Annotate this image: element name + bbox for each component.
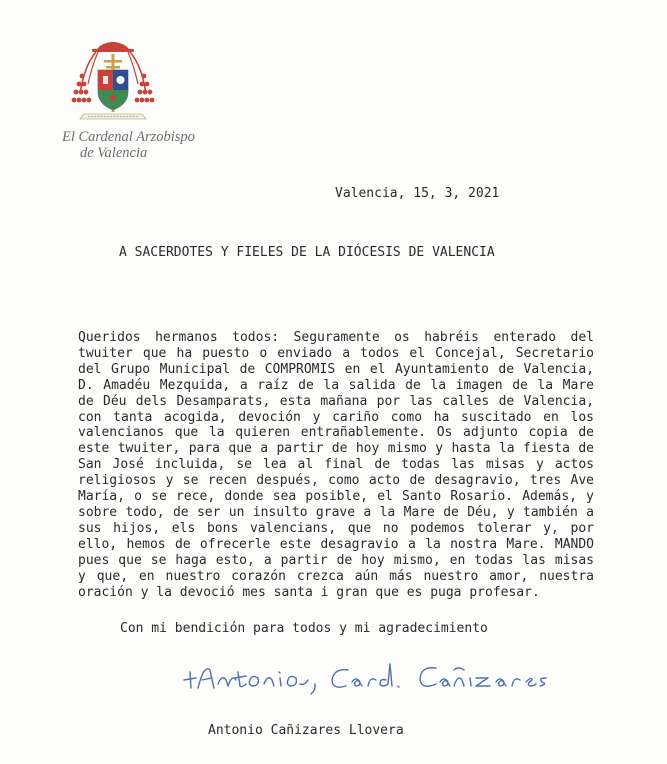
handwritten-signature: [180, 650, 560, 700]
letter-body: Queridos hermanos todos: Seguramente os habréis enterado del twuiter que ha puesto o enviado a todos el Concejal, Secretario del Grupo Municipal de COMPROMIS en el Ayuntamiento de Valencia, D. Amadéu Mezquida, a raíz de la salida de la imagen de la Mare de Déu dels Desamparats, esta mañana por las calles de Valencia, con tanta acogida, devoción y cariño como ha suscitado en los valencianos que la quieren entrañablemente. Os adjunto copia de este twuiter, para que a partir de hoy mismo y hasta la fiesta de San José incluida, se lea al final de todas las misas y actos religiosos y se recen después, como acto de desagravio, tres Ave María, o se rece, donde sea posible, el Santo Rosario. Además, y sobre todo, de ser un insulto grave a la Mare de Déu, y también a sus hijos, els bons valencians, que no podemos tolerar y, por ello, hemos de ofrecerle este desagravio a la nostra Mare. MANDO pues que se haga esto, a partir de hoy mismo, en todas las misas y que, en nuestro corazón crezca aún más nuestro amor, nuestra oración y la devoció mes santa i gran que es puga profesar.: [78, 330, 594, 600]
letterhead-subtitle: de Valencia: [80, 145, 148, 161]
coat-of-arms-icon: [70, 36, 156, 124]
letter-date: Valencia, 15, 3, 2021: [335, 186, 500, 201]
letterhead-title: El Cardenal Arzobispo: [62, 129, 195, 145]
letter-closing: Con mi bendición para todos y mi agradecimiento: [120, 621, 488, 636]
signer-name: Antonio Cañizares Llovera: [208, 723, 404, 738]
letter-heading: A SACERDOTES Y FIELES DE LA DIÓCESIS DE VALENCIA: [119, 245, 495, 260]
